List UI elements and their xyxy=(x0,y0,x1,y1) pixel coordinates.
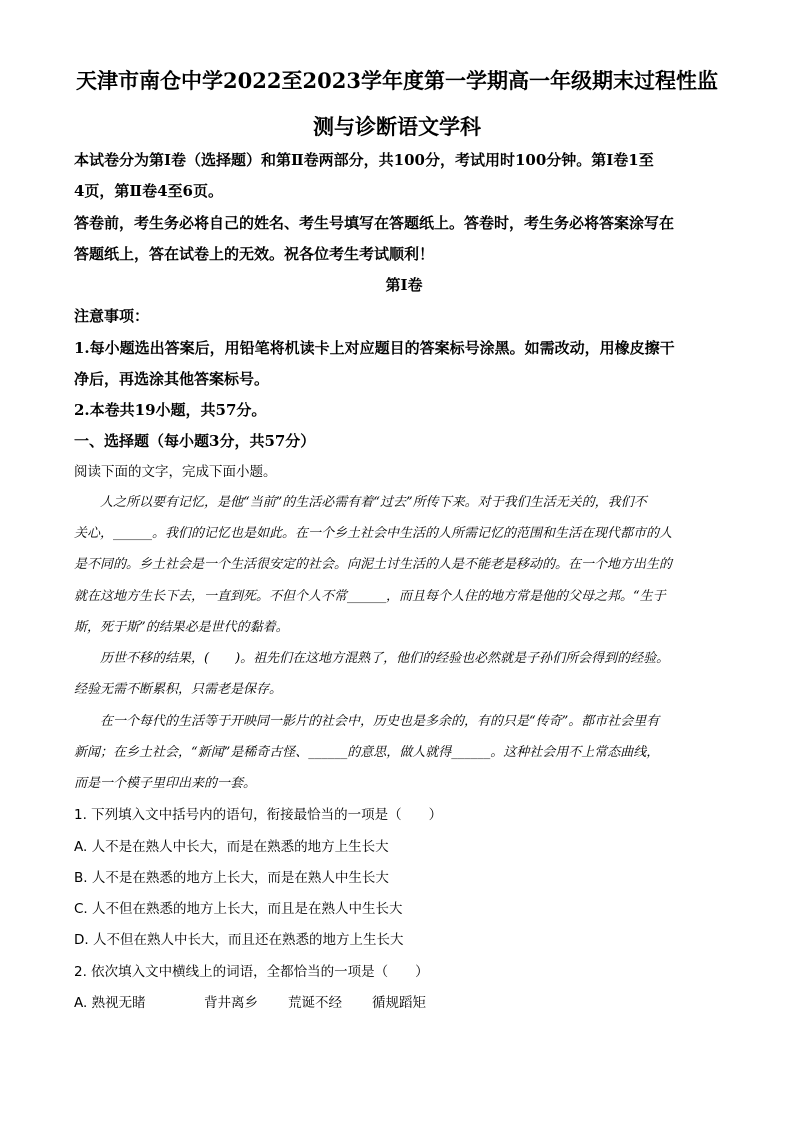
intro-line1: 本试卷分为第Ⅰ卷（选择题）和第Ⅱ卷两部分，共100分，考试用时100分钟。第Ⅰ卷1至 xyxy=(74,151,654,169)
passage-p2-line2: 经验无需不断累积，只需老是保存。 xyxy=(74,682,283,697)
question-2-option-a-word3: 荒诞不经 xyxy=(288,995,342,1011)
question-2-option-a-word2: 背井离乡 xyxy=(204,995,258,1011)
question-1-option-b: B. 人不是在熟悉的地方上长大，而是在熟人中生长大 xyxy=(74,870,389,886)
question-1-stem: 1. 下列填入文中括号内的语句，衔接最恰当的一项是（ ） xyxy=(74,807,443,823)
note1-line2: 净后，再选涂其他答案标号。 xyxy=(74,370,270,388)
passage-p2-line1: 历世不移的结果，( )。祖先们在这地方混熟了，他们的经验也必然就是子孙们所会得到的经验。 xyxy=(100,651,670,666)
question-2-option-a-word4: 循规蹈矩 xyxy=(372,995,426,1011)
question-2-option-a xyxy=(74,994,734,1012)
question-1-option-a: A. 人不是在熟人中长大，而是在熟悉的地方上生长大 xyxy=(74,839,389,855)
question-1-option-d: D. 人不但在熟人中长大，而且还在熟悉的地方上生长大 xyxy=(74,932,404,948)
exam-title-line2: 测与诊断语文学科 xyxy=(313,114,481,139)
passage-p3-line3: 而是一个模子里印出来的一套。 xyxy=(74,776,257,791)
passage-p1-line3: 是不同的。乡土社会是一个生活很安定的社会。向泥土讨生活的人是不能老是移动的。在一个地方出生的 xyxy=(74,557,673,572)
note1-line1: 1.每小题选出答案后，用铅笔将机读卡上对应题目的答案标号涂黑。如需改动，用橡皮擦干 xyxy=(74,339,675,357)
exam-title-line1: 天津市南仓中学2022至2023学年度第一学期高一年级期末过程性监 xyxy=(76,68,718,93)
passage-p3-line1: 在一个每代的生活等于开映同一影片的社会中，历史也是多余的，有的只是“传奇”。都市社会里有 xyxy=(100,714,660,729)
passage-p1-line4: 就在这地方生长下去，一直到死。不但个人不常______，而且每个人住的地方常是他的父母之邦。“生于 xyxy=(74,589,666,604)
part1-title: 一、选择题（每小题3分，共57分） xyxy=(74,432,316,450)
passage-p3-line2: 新闻；在乡土社会，“新闻”是稀奇古怪、______的意思，做人就得______。这种社会用不上常态曲线， xyxy=(74,745,660,760)
intro-line2: 4页，第Ⅱ卷4至6页。 xyxy=(74,182,223,200)
section-heading: 第Ⅰ卷 xyxy=(385,276,423,294)
passage-p1-line1: 人之所以要有记忆，是他“当前”的生活必需有着“过去”所传下来。对于我们生活无关的，我们不 xyxy=(100,495,647,510)
reading-instruction: 阅读下面的文字，完成下面小题。 xyxy=(74,464,277,480)
question-2-option-a-word1: A. 熟视无睹 xyxy=(74,995,146,1011)
note2: 2.本卷共19小题，共57分。 xyxy=(74,401,267,419)
notes-title: 注意事项： xyxy=(74,307,150,325)
intro-line3: 答卷前，考生务必将自己的姓名、考生号填写在答题纸上。答卷时，考生务必将答案涂写在 xyxy=(74,214,675,232)
passage-p1-line5: 斯，死于斯”的结果必是世代的黏着。 xyxy=(74,620,289,635)
question-1-option-c: C. 人不但在熟悉的地方上长大，而且是在熟人中生长大 xyxy=(74,901,403,917)
passage-p1-line2: 关心，______。我们的记忆也是如此。在一个乡土社会中生活的人所需记忆的范围和生活在现代都市的人 xyxy=(74,526,673,541)
intro-line4: 答题纸上，答在试卷上的无效。祝各位考生考试顺利！ xyxy=(74,245,435,263)
question-2-stem: 2. 依次填入文中横线上的词语，全都恰当的一项是（ ） xyxy=(74,964,429,980)
